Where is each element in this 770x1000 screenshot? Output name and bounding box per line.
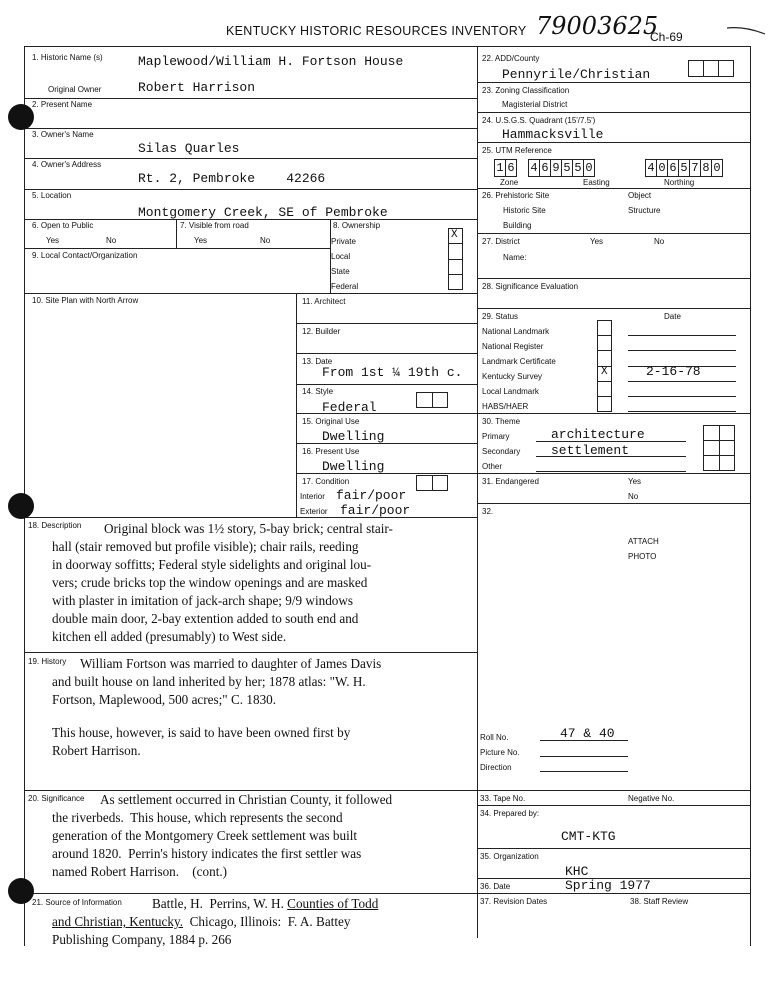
status-date-line	[628, 396, 736, 397]
source-publisher: Chicago, Illinois: F. A. Battey	[183, 914, 351, 929]
description-line-1: Original block was 1½ story, 5-bay brick; central stair-	[104, 521, 393, 536]
significance-line-2: the riverbeds. This house, which represents the second	[52, 810, 343, 825]
roll-line	[540, 740, 628, 741]
theme-other-line	[536, 471, 686, 472]
description-line-3: in doorway soffitts; Federal style sidelights and original lou-	[52, 557, 372, 572]
ownership-box-rule	[448, 259, 463, 260]
rule-13	[296, 353, 477, 354]
source-title-b: and Christian, Kentucky.	[52, 914, 183, 929]
utm-easting-digit: 4	[528, 159, 540, 177]
architect-label: 11. Architect	[302, 297, 346, 306]
site-code: Ch-69	[650, 30, 683, 44]
source-line-2	[52, 913, 350, 931]
theme-code-rule	[703, 440, 735, 441]
status-box-rule	[597, 381, 612, 382]
present-name-label: 2. Present Name	[32, 100, 93, 109]
photo-label: PHOTO	[628, 552, 657, 561]
prehistoric-label: 26. Prehistoric Site	[482, 191, 550, 200]
status-label: 29. Status	[482, 312, 519, 321]
visible-label: 7. Visible from road	[180, 221, 249, 230]
open-to-public-label: 6. Open to Public	[32, 221, 94, 230]
quadrant-value: Hammacksville	[502, 127, 604, 142]
condition-code-divider	[432, 475, 433, 491]
structure-label: Structure	[628, 206, 661, 215]
history-line-2: and built house on land inherited by her; 1878 atlas: "W. H.	[52, 674, 366, 689]
endangered-yes: Yes	[628, 477, 642, 486]
rule-r35	[477, 848, 750, 849]
date-prepared-value: Spring 1977	[565, 878, 651, 893]
history-line-3: Fortson, Maplewood, 500 acres;" C. 1830.	[52, 692, 277, 707]
rule-r25	[477, 142, 750, 143]
open-no: No	[106, 236, 117, 245]
rule-14	[296, 384, 477, 385]
ownership-state: State	[331, 267, 350, 276]
rule-r27	[477, 233, 750, 234]
source-title-a: Counties of Todd	[287, 896, 379, 911]
punch-hole	[8, 878, 34, 904]
roll-value: 47 & 40	[560, 726, 615, 741]
rule-r33	[477, 790, 750, 791]
site-plan-label: 10. Site Plan with North Arrow	[32, 296, 139, 305]
form-title: KENTUCKY HISTORIC RESOURCES INVENTORY	[226, 24, 527, 38]
rule-21	[24, 893, 477, 894]
punch-hole	[8, 493, 34, 519]
condition-label: 17. Condition	[302, 477, 350, 486]
significance-line-5: named Robert Harrison. (cont.)	[52, 864, 228, 879]
rule-2	[24, 98, 477, 99]
original-owner-value: Robert Harrison	[138, 80, 256, 95]
open-yes: Yes	[46, 236, 60, 245]
ownership-box-rule	[448, 243, 463, 244]
zoning-value: Magisterial District	[502, 100, 568, 109]
builder-label: 12. Builder	[302, 327, 341, 336]
add-county-value: Pennyrile/Christian	[502, 67, 651, 82]
local-contact-label: 9. Local Contact/Organization	[32, 251, 138, 260]
punch-hole	[8, 104, 34, 130]
building-label: Building	[503, 221, 532, 230]
revision-dates-label: 37. Revision Dates	[480, 897, 548, 906]
rule-3	[24, 128, 477, 129]
owners-name-label: 3. Owner's Name	[32, 130, 94, 139]
location-label: 5. Location	[32, 191, 72, 200]
status-date-line	[628, 350, 736, 351]
ownership-local: Local	[331, 252, 351, 261]
utm-easting-digit: 5	[561, 159, 573, 177]
source-label: 21. Source of Information	[32, 898, 122, 907]
county-code-box	[688, 60, 734, 77]
theme-secondary-line	[536, 456, 686, 457]
rule-19	[24, 652, 477, 653]
utm-northing-digit: 8	[700, 159, 712, 177]
handwritten-number: 79003625	[536, 12, 659, 40]
history-line-6: Robert Harrison.	[52, 743, 141, 758]
roll-label: Roll No.	[480, 733, 509, 742]
description-line-4: vers; crude bricks top the window openings and are masked	[52, 575, 368, 590]
theme-primary-line	[536, 441, 686, 442]
interior-value: fair/poor	[336, 488, 407, 503]
visible-no: No	[260, 236, 271, 245]
organization-label: 35. Organization	[480, 852, 539, 861]
district-no: No	[654, 237, 665, 246]
ownership-box-rule	[448, 274, 463, 275]
significance-label: 20. Significance	[28, 794, 85, 803]
description-line-7: kitchen ell added (presumably) to West side.	[52, 629, 287, 644]
rule-r37	[477, 893, 750, 894]
rule-12	[296, 323, 477, 324]
rule-5	[24, 189, 477, 190]
date-label: 13. Date	[302, 357, 333, 366]
utm-northing-digit: 4	[645, 159, 657, 177]
significance-eval-label: 28. Significance Evaluation	[482, 282, 579, 291]
status-date-label: Date	[664, 312, 681, 321]
county-code-divider	[718, 60, 719, 77]
status-local-landmark: Local Landmark	[482, 387, 539, 396]
rule-r28	[477, 278, 750, 279]
staff-review-label: 38. Staff Review	[630, 897, 689, 906]
historic-site-label: Historic Site	[503, 206, 546, 215]
status-kentucky-survey-mark: X	[601, 366, 608, 378]
historic-name-label: 1. Historic Name (s)	[32, 53, 103, 62]
visible-yes: Yes	[194, 236, 208, 245]
theme-other-label: Other	[482, 462, 503, 471]
direction-label: Direction	[480, 763, 512, 772]
utm-northing-label: Northing	[664, 178, 695, 187]
rule-r24	[477, 112, 750, 113]
utm-easting-digit: 9	[550, 159, 562, 177]
utm-northing-digit: 0	[711, 159, 723, 177]
theme-primary-label: Primary	[482, 432, 510, 441]
status-survey-date: 2-16-78	[646, 364, 701, 379]
rule-r23	[477, 82, 750, 83]
theme-secondary-label: Secondary	[482, 447, 521, 456]
endangered-no: No	[628, 492, 639, 501]
theme-label: 30. Theme	[482, 417, 521, 426]
theme-primary-value: architecture	[551, 427, 645, 442]
description-line-5: with plaster in imitation of jack-arch shape; 9/9 windows	[52, 593, 354, 608]
prepared-by-label: 34. Prepared by:	[480, 809, 540, 818]
present-use-value: Dwelling	[322, 459, 385, 474]
history-line-1: William Fortson was married to daughter of James Davis	[80, 656, 382, 671]
rule-6-7	[176, 219, 177, 248]
owners-name-value: Silas Quarles	[138, 141, 240, 156]
theme-secondary-value: settlement	[551, 443, 630, 458]
status-date-line	[628, 411, 736, 412]
rule-r30	[477, 413, 750, 414]
quadrant-label: 24. U.S.G.S. Quadrant (15'/7.5')	[482, 116, 596, 125]
rule-r31	[477, 473, 750, 474]
rule-4	[24, 158, 477, 159]
organization-value: KHC	[565, 864, 589, 879]
prepared-by-value: CMT-KTG	[561, 829, 616, 844]
significance-line-4: around 1820. Perrin's history indicates the first settler was	[52, 846, 362, 861]
style-code-divider	[432, 392, 433, 408]
date-value: From 1st ¼ 19th c.	[322, 365, 463, 380]
ownership-label: 8. Ownership	[333, 221, 381, 230]
utm-northing-digit: 5	[678, 159, 690, 177]
status-date-line	[628, 381, 736, 382]
object-label: Object	[628, 191, 652, 200]
pen-mark	[725, 24, 769, 36]
rule-r32	[477, 503, 750, 504]
utm-northing-digit: 7	[689, 159, 701, 177]
date-prepared-label: 36. Date	[480, 882, 511, 891]
district-yes: Yes	[590, 237, 604, 246]
tape-label: 33. Tape No.	[480, 794, 526, 803]
district-name-label: Name:	[503, 253, 527, 262]
description-line-6: double main door, 2-bay extention added to south end and	[52, 611, 359, 626]
present-use-label: 16. Present Use	[302, 447, 360, 456]
frame-right	[750, 46, 751, 946]
utm-zone-digit: 1	[494, 159, 506, 177]
status-national-landmark: National Landmark	[482, 327, 550, 336]
picture-label: Picture No.	[480, 748, 520, 757]
historic-name-value: Maplewood/William H. Fortson House	[138, 54, 404, 69]
utm-label: 25. UTM Reference	[482, 146, 552, 155]
rule-10-11	[296, 293, 297, 517]
history-label: 19. History	[28, 657, 67, 666]
style-label: 14. Style	[302, 387, 334, 396]
utm-easting-digit: 0	[583, 159, 595, 177]
rule-r26	[477, 188, 750, 189]
ownership-private: Private	[331, 237, 356, 246]
add-county-label: 22. ADD/County	[482, 54, 540, 63]
significance-line-3: generation of the Montgomery Creek settlement was built	[52, 828, 358, 843]
frame-top	[24, 46, 750, 47]
endangered-label: 31. Endangered	[482, 477, 539, 486]
description-line-2: hall (stair removed but profile visible); chair rails, reeding	[52, 539, 359, 554]
location-value: Montgomery Creek, SE of Pembroke	[138, 205, 388, 220]
status-box-rule	[597, 350, 612, 351]
status-date-line	[628, 335, 736, 336]
original-use-value: Dwelling	[322, 429, 385, 444]
zoning-label: 23. Zoning Classification	[482, 86, 570, 95]
picture-line	[540, 756, 628, 757]
original-owner-label: Original Owner	[48, 85, 102, 94]
exterior-label: Exterior	[300, 507, 328, 516]
rule-r34	[477, 805, 750, 806]
district-label: 27. District	[482, 237, 520, 246]
status-landmark-certificate: Landmark Certificate	[482, 357, 556, 366]
theme-code-divider	[719, 425, 720, 471]
utm-easting-label: Easting	[583, 178, 610, 187]
photo-field-label: 32.	[482, 507, 494, 516]
utm-northing-digit: 0	[656, 159, 668, 177]
style-value: Federal	[322, 400, 377, 415]
status-national-register: National Register	[482, 342, 544, 351]
significance-line-1: As settlement occurred in Christian County, it followed	[100, 792, 393, 807]
ownership-federal: Federal	[331, 282, 359, 291]
negative-label: Negative No.	[628, 794, 675, 803]
source-authors: Battle, H. Perrins, W. H.	[152, 896, 288, 911]
utm-northing-digit: 6	[667, 159, 679, 177]
history-line-5: This house, however, is said to have been owned first by	[52, 725, 351, 740]
utm-easting-digit: 6	[539, 159, 551, 177]
utm-zone-digit: 6	[505, 159, 517, 177]
exterior-value: fair/poor	[340, 503, 411, 518]
status-box-rule	[597, 335, 612, 336]
original-use-label: 15. Original Use	[302, 417, 360, 426]
source-line-3: Publishing Company, 1884 p. 266	[52, 932, 232, 947]
description-label: 18. Description	[28, 521, 82, 530]
status-habs-haer: HABS/HAER	[482, 402, 529, 411]
utm-easting-digit: 5	[572, 159, 584, 177]
status-box-rule	[597, 396, 612, 397]
owners-address-label: 4. Owner's Address	[32, 160, 102, 169]
ownership-private-mark: X	[451, 229, 458, 241]
county-code-divider	[703, 60, 704, 77]
owners-address-value: Rt. 2, Pembroke 42266	[138, 171, 326, 186]
rule-r29	[477, 308, 750, 309]
rule-10	[24, 293, 477, 294]
interior-label: Interior	[300, 492, 325, 501]
status-kentucky-survey: Kentucky Survey	[482, 372, 543, 381]
theme-code-rule	[703, 455, 735, 456]
direction-line	[540, 771, 628, 772]
rule-9	[24, 248, 330, 249]
source-line-1	[152, 895, 378, 913]
utm-zone-label: Zone	[500, 178, 519, 187]
attach-label: ATTACH	[628, 537, 659, 546]
